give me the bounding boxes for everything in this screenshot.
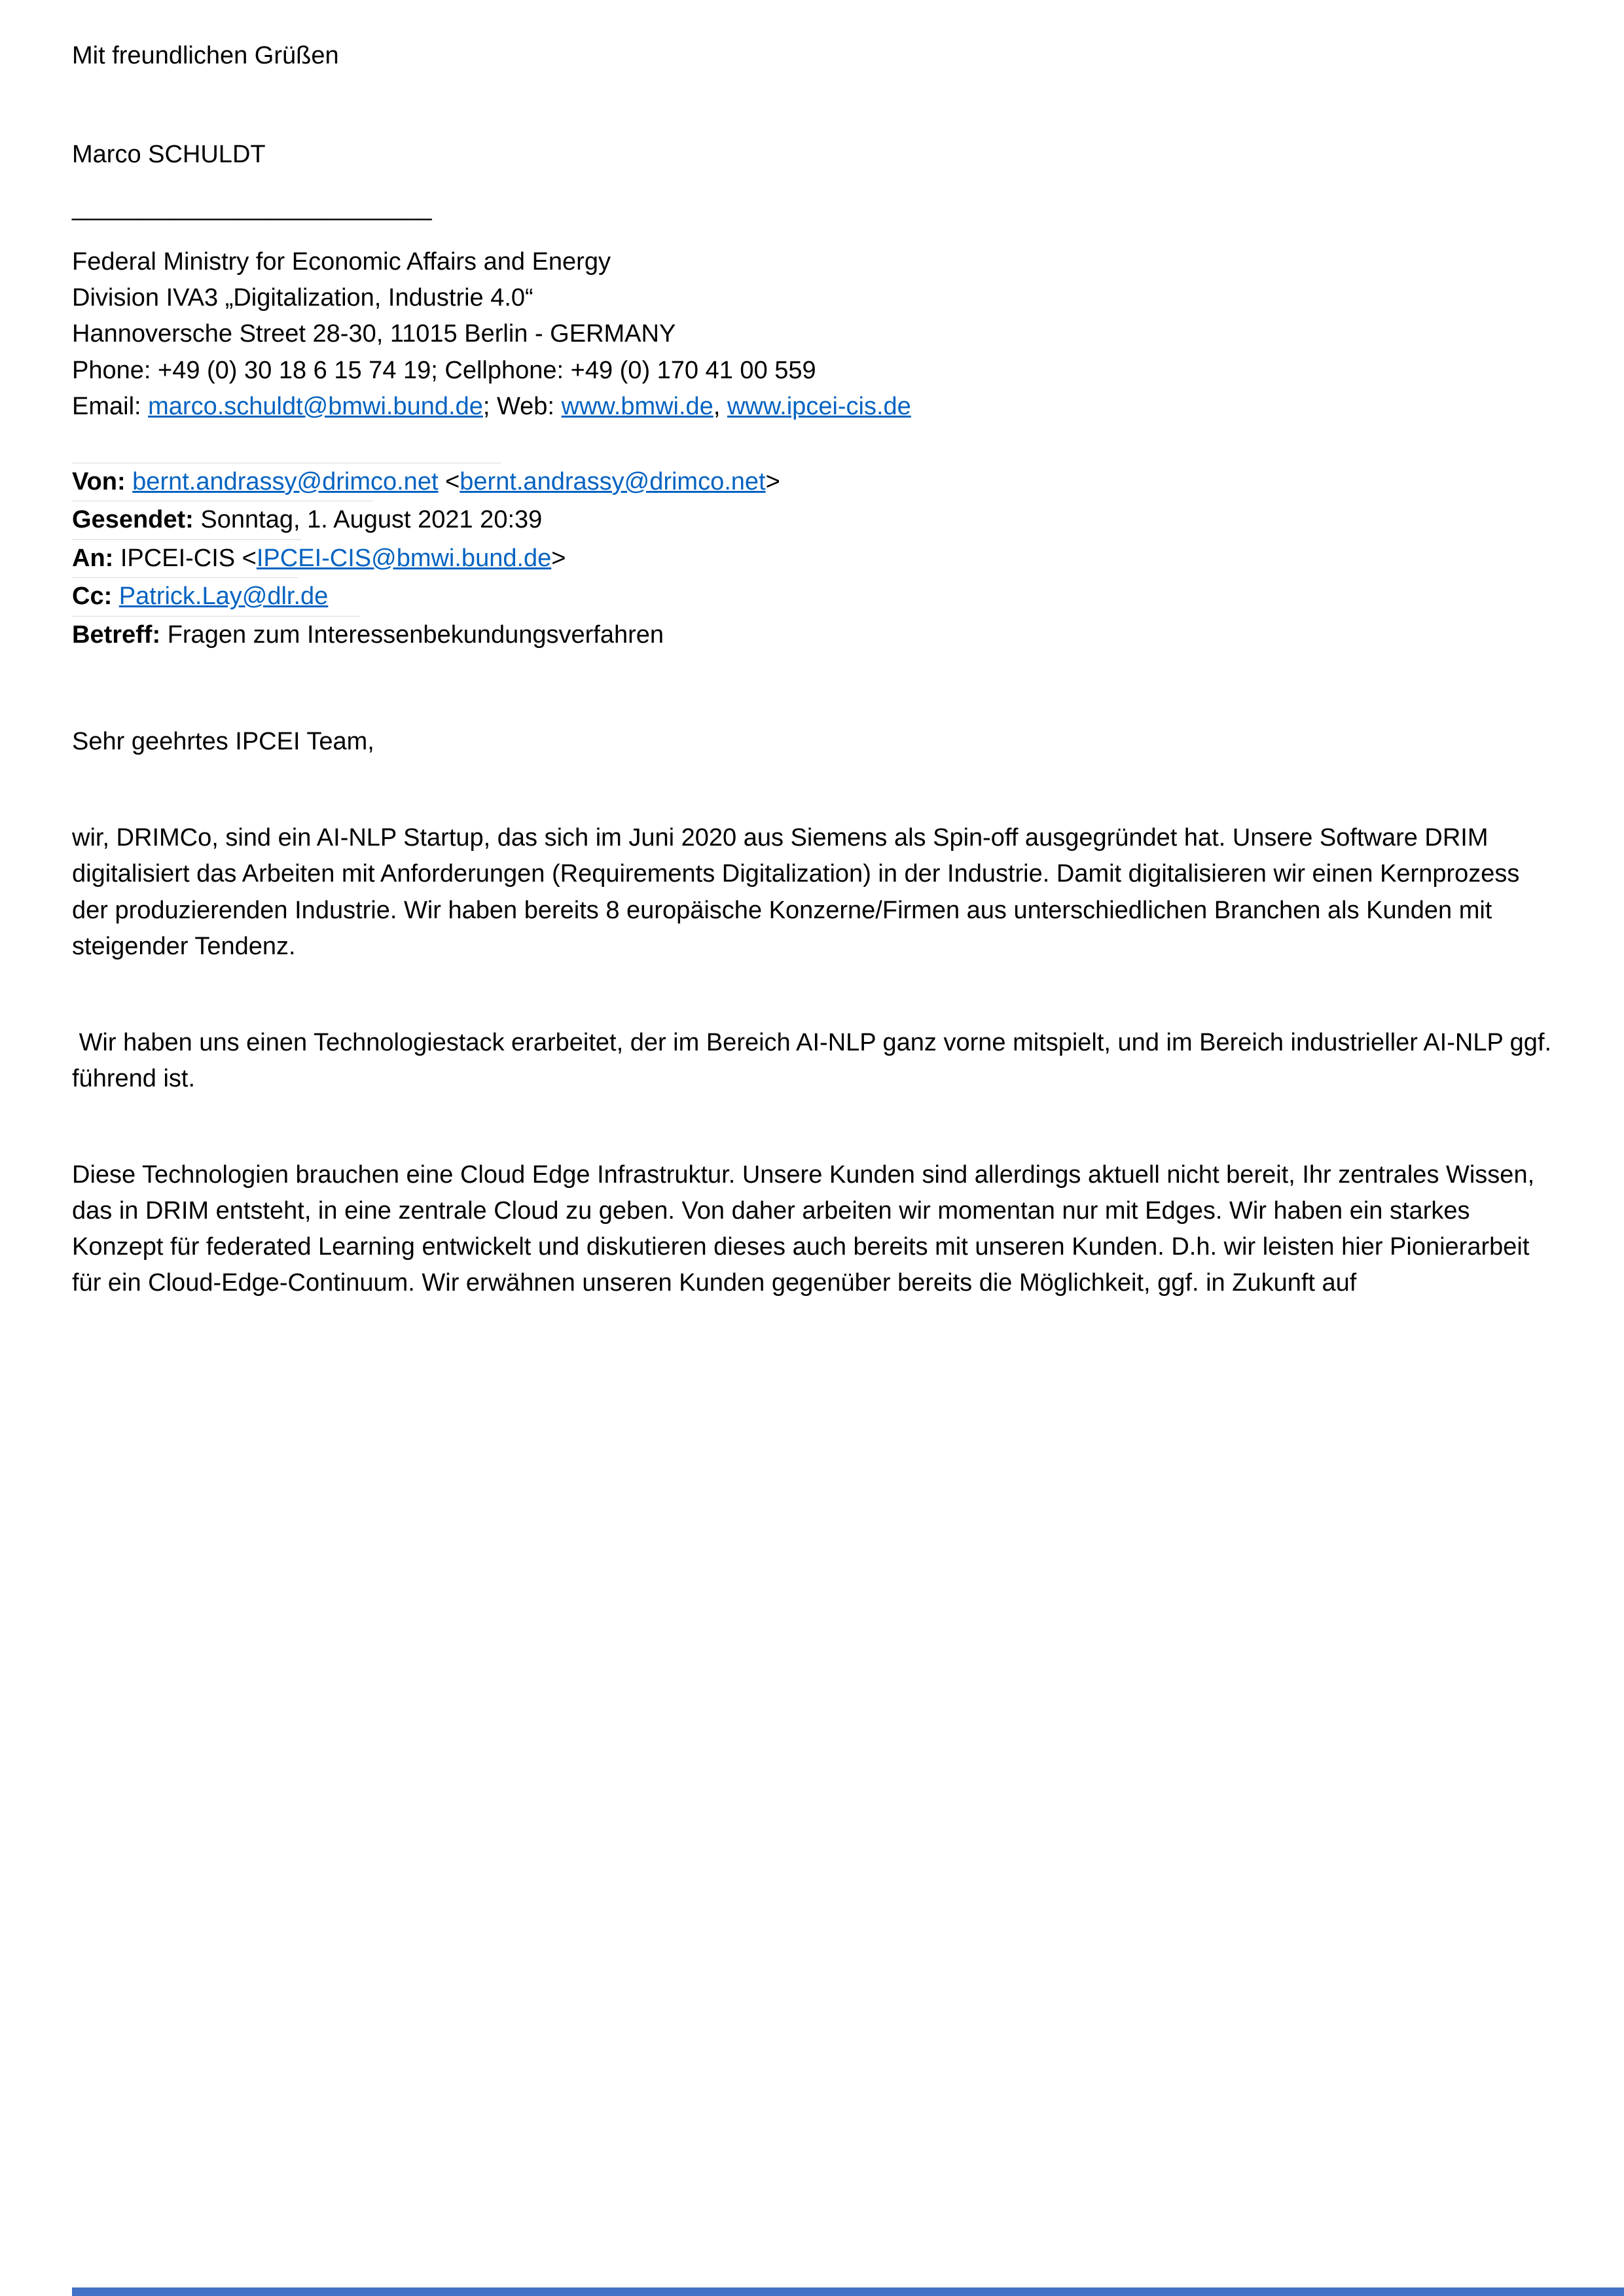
org-division: Division IVA3 „Digitalization, Industrie 4.0“ — [72, 284, 533, 312]
cc-row — [72, 581, 1552, 613]
an-label: An: — [72, 544, 120, 572]
bottom-blue-bar — [72, 2287, 1624, 2296]
email-label: Email: — [72, 392, 149, 420]
web-label: ; Web: — [482, 392, 562, 420]
email-web-line — [72, 389, 1552, 425]
email-link[interactable]: marco.schuldt@bmwi.bund.de — [148, 392, 483, 420]
gesendet-label: Gesendet: — [72, 506, 201, 534]
body-paragraph-1: wir, DRIMCo, sind ein AI-NLP Startup, das sich im Juni 2020 aus Siemens als Spin-off ausgegründet hat. Unsere Software DRIM digitalisiert das Arbeiten mit Anforderungen (Requirements Digitalization) in der Industrie. Damit digitalisieren wir einen Kernprozess der produzierenden Industrie. Wir haben bereits 8 europäische Konzerne/Firmen aus unterschiedlichen Branchen als Kunden mit steigender Tendenz. — [72, 824, 1526, 960]
von-row — [72, 467, 1552, 498]
an-end-text: > — [551, 544, 566, 572]
cc-label: Cc: — [72, 583, 119, 611]
betreff-label: Betreff: — [72, 620, 168, 649]
org-phone: Phone: +49 (0) 30 18 6 15 74 19; Cellphone: +49 (0) 170 41 00 559 — [72, 356, 816, 384]
von-end-text: > — [765, 467, 780, 495]
body-paragraph-2: Wir haben uns einen Technologiestack erarbeitet, der im Bereich AI-NLP ganz vorne mitspielt, und im Bereich industrieller AI-NLP ggf. führend ist. — [72, 1028, 1559, 1092]
signature-divider: __________________________ — [72, 194, 432, 222]
sender-email-link-2[interactable]: bernt.andrassy@drimco.net — [460, 467, 766, 495]
closing-line: Mit freundlichen Grüßen — [72, 42, 339, 69]
sent-date-value: Sonntag, 1. August 2021 20:39 — [200, 506, 543, 534]
web-separator: , — [713, 392, 727, 420]
betreff-row — [72, 620, 1552, 651]
recipient-email-link[interactable]: IPCEI-CIS@bmwi.bund.de — [256, 544, 552, 572]
sender-name: Marco SCHULDT — [72, 141, 266, 169]
header-divider-line — [72, 577, 298, 578]
header-divider-line — [72, 539, 301, 540]
org-name: Federal Ministry for Economic Affairs and Energy — [72, 248, 611, 276]
sender-email-link[interactable]: bernt.andrassy@drimco.net — [132, 467, 439, 495]
web-link-bmwi[interactable]: www.bmwi.de — [561, 392, 713, 420]
web-link-ipcei-cis[interactable]: www.ipcei-cis.de — [727, 392, 911, 420]
org-address: Hannoversche Street 28-30, 11015 Berlin - GERMANY — [72, 320, 676, 348]
von-mid-text: < — [438, 467, 460, 495]
cc-email-link[interactable]: Patrick.Lay@dlr.de — [118, 583, 329, 611]
subject-value: Fragen zum Interessenbekundungsverfahren — [167, 620, 664, 649]
quoted-message-header — [72, 463, 1552, 651]
von-label: Von: — [72, 467, 133, 495]
body-paragraph-3: Diese Technologien brauchen eine Cloud Edge Infrastruktur. Unsere Kunden sind allerdings aktuell nicht bereit, Ihr zentrales Wissen, das in DRIM entsteht, in eine zentrale Cloud zu geben. Von daher arbeiten wir momentan nur mit Edges. Wir haben ein starkes Konzept für federated Learning entwickelt und diskutieren dieses auch bereits mit unseren Kunden. D.h. wir leisten hier Pionierarbeit für ein Cloud-Edge-Continuum. Wir erwähnen unseren Kunden gegenüber bereits die Möglichkeit, ggf. in Zukunft auf — [72, 1160, 1542, 1297]
an-row — [72, 543, 1552, 575]
gesendet-row — [72, 505, 1552, 536]
recipient-name-text: IPCEI-CIS < — [120, 544, 257, 572]
header-divider-line — [72, 616, 360, 617]
greeting-line: Sehr geehrtes IPCEI Team, — [72, 728, 374, 756]
